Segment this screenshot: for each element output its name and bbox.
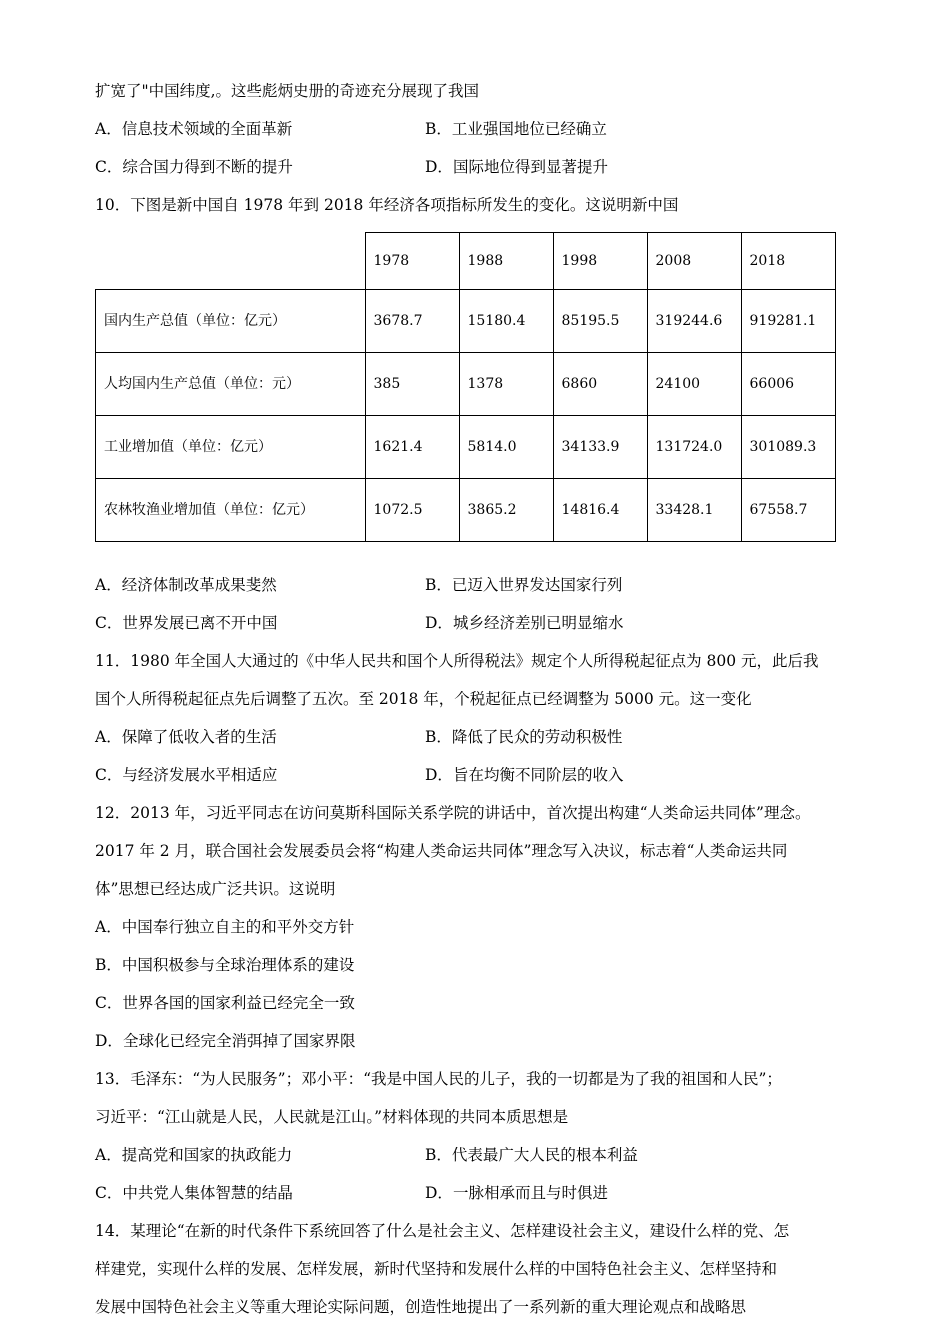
- option-c: [95, 604, 425, 642]
- option-b: [425, 1136, 855, 1174]
- table-cell: 3865.2: [459, 479, 553, 542]
- question-12-stem-line3: 体”思想已经达成广泛共识。这说明: [95, 880, 336, 898]
- question-10-stem: [95, 186, 855, 224]
- option-key: D．: [425, 158, 453, 176]
- option-key: B．: [425, 728, 452, 746]
- intro-line: 扩宽了"中国纬度,。这些彪炳史册的奇迹充分展现了我国: [95, 82, 480, 100]
- option-key: D．: [95, 1032, 123, 1050]
- option-b: [425, 718, 855, 756]
- option-text: 中共党人集体智慧的结晶: [122, 1184, 293, 1202]
- q10-options-row-1: [95, 566, 855, 604]
- table-row-label: 工业增加值（单位：亿元）: [96, 416, 366, 479]
- question-11-stem-line2: 国个人所得税起征点先后调整了五次。至 2018 年，个税起征点已经调整为 5000 元。这一变化: [95, 690, 752, 708]
- option-c: [95, 1174, 425, 1212]
- option-key: B．: [425, 120, 452, 138]
- option-a: [95, 566, 425, 604]
- question-text: 下图是新中国自 1978 年到 2018 年经济各项指标所发生的变化。这说明新中国: [130, 196, 679, 214]
- question-number: 13．: [95, 1070, 131, 1088]
- table-corner-cell: [96, 233, 366, 290]
- question-number: 12．: [95, 804, 131, 822]
- table-cell: 34133.9: [553, 416, 647, 479]
- option-key: A．: [95, 1146, 122, 1164]
- option-d: [425, 148, 855, 186]
- table-cell: 66006: [741, 353, 835, 416]
- table-row-label: 人均国内生产总值（单位：元）: [96, 353, 366, 416]
- option-b: [425, 110, 855, 148]
- option-text: 综合国力得到不断的提升: [122, 158, 293, 176]
- q12-option-a: [95, 908, 855, 946]
- question-number: 11．: [95, 652, 131, 670]
- option-text: 与经济发展水平相适应: [122, 766, 278, 784]
- option-key: A．: [95, 120, 122, 138]
- q13-options-row-2: [95, 1174, 855, 1212]
- question-text: 2013 年，习近平同志在访问莫斯科国际关系学院的讲话中，首次提出构建“人类命运共同体”理念。: [130, 804, 811, 822]
- option-key: D．: [425, 766, 453, 784]
- option-text: 信息技术领域的全面革新: [121, 120, 293, 138]
- option-text: 中国积极参与全球治理体系的建设: [121, 956, 355, 974]
- question-12-stem-line2: 2017 年 2 月，联合国社会发展委员会将“构建人类命运共同体”理念写入决议，标志着“人类命运共同: [95, 842, 788, 860]
- table-col-header: 2018: [741, 233, 835, 290]
- option-text: 提高党和国家的执政能力: [121, 1146, 293, 1164]
- option-key: D．: [425, 1184, 453, 1202]
- option-key: C．: [95, 766, 123, 784]
- option-c: [95, 756, 425, 794]
- option-a: [95, 110, 425, 148]
- table-cell: 1621.4: [365, 416, 459, 479]
- option-key: C．: [95, 614, 123, 632]
- option-key: B．: [425, 576, 452, 594]
- option-text: 一脉相承而且与时俱进: [452, 1184, 608, 1202]
- table-cell: 15180.4: [459, 290, 553, 353]
- option-d: [425, 604, 855, 642]
- q11-options-row-1: [95, 718, 855, 756]
- table-cell: 301089.3: [741, 416, 835, 479]
- question-12-stem-line1: [95, 794, 855, 832]
- option-key: A．: [95, 918, 122, 936]
- option-text: 经济体制改革成果斐然: [121, 576, 277, 594]
- option-a: [95, 1136, 425, 1174]
- table-cell: 5814.0: [459, 416, 553, 479]
- option-d: [425, 1174, 855, 1212]
- q12-option-d: [95, 1022, 855, 1060]
- option-text: 降低了民众的劳动积极性: [451, 728, 623, 746]
- option-text: 世界各国的国家利益已经完全一致: [122, 994, 355, 1012]
- table-cell: 85195.5: [553, 290, 647, 353]
- option-key: B．: [425, 1146, 452, 1164]
- question-14-stem-line2: 样建党，实现什么样的发展、怎样发展，新时代坚持和发展什么样的中国特色社会主义、怎样坚持和: [95, 1260, 778, 1278]
- table-header-row: [96, 233, 836, 290]
- option-text: 全球化已经完全消弭掉了国家界限: [122, 1032, 356, 1050]
- question-text: 1980 年全国人大通过的《中华人民共和国个人所得税法》规定个人所得税起征点为 800 元，此后我: [130, 652, 819, 670]
- table-cell: 6860: [553, 353, 647, 416]
- option-key: C．: [95, 994, 123, 1012]
- table-cell: 131724.0: [647, 416, 741, 479]
- option-key: C．: [95, 158, 123, 176]
- option-text: 保障了低收入者的生活: [121, 728, 277, 746]
- question-text: 某理论“在新的时代条件下系统回答了什么是社会主义、怎样建设社会主义，建设什么样的党、怎: [130, 1222, 790, 1240]
- table-col-header: 2008: [647, 233, 741, 290]
- question-13-stem-line2: 习近平：“江山就是人民，人民就是江山。”材料体现的共同本质思想是: [95, 1108, 569, 1126]
- table-row: [96, 416, 836, 479]
- table-row: [96, 290, 836, 353]
- question-14-stem-line1: [95, 1212, 855, 1250]
- question-number: 14．: [95, 1222, 131, 1240]
- option-key: D．: [425, 614, 453, 632]
- q12-option-c: [95, 984, 855, 1022]
- option-c: [95, 148, 425, 186]
- question-number: 10．: [95, 196, 131, 214]
- option-key: A．: [95, 728, 122, 746]
- q13-options-row-1: [95, 1136, 855, 1174]
- table-cell: 33428.1: [647, 479, 741, 542]
- table-cell: 14816.4: [553, 479, 647, 542]
- q12-option-b: [95, 946, 855, 984]
- q11-options-row-2: [95, 756, 855, 794]
- economic-indicators-table: [95, 232, 855, 542]
- option-text: 城乡经济差别已明显缩水: [452, 614, 624, 632]
- table-col-header: 1988: [459, 233, 553, 290]
- option-text: 中国奉行独立自主的和平外交方针: [121, 918, 355, 936]
- table-cell: 3678.7: [365, 290, 459, 353]
- option-b: [425, 566, 855, 604]
- table-cell: 919281.1: [741, 290, 835, 353]
- option-text: 代表最广大人民的根本利益: [451, 1146, 638, 1164]
- table-col-header: 1998: [553, 233, 647, 290]
- option-key: A．: [95, 576, 122, 594]
- table-col-header: 1978: [365, 233, 459, 290]
- q9-options-row-1: [95, 110, 855, 148]
- table-row-label: 国内生产总值（单位：亿元）: [96, 290, 366, 353]
- q9-options-row-2: [95, 148, 855, 186]
- table-row: [96, 479, 836, 542]
- table-cell: 319244.6: [647, 290, 741, 353]
- option-text: 旨在均衡不同阶层的收入: [452, 766, 624, 784]
- option-key: B．: [95, 956, 122, 974]
- table-cell: 1072.5: [365, 479, 459, 542]
- option-key: C．: [95, 1184, 123, 1202]
- question-14-stem-line3: 发展中国特色社会主义等重大理论实际问题，创造性地提出了一系列新的重大理论观点和战略思: [95, 1298, 747, 1316]
- table-cell: 67558.7: [741, 479, 835, 542]
- option-text: 国际地位得到显著提升: [452, 158, 608, 176]
- question-11-stem-line1: [95, 642, 855, 680]
- q10-options-row-2: [95, 604, 855, 642]
- question-13-stem-line1: [95, 1060, 855, 1098]
- option-text: 已迈入世界发达国家行列: [451, 576, 623, 594]
- question-text: 毛泽东：“为人民服务”；邓小平：“我是中国人民的儿子，我的一切都是为了我的祖国和人民”；: [130, 1070, 782, 1088]
- table-cell: 385: [365, 353, 459, 416]
- option-text: 工业强国地位已经确立: [451, 120, 607, 138]
- table-cell: 24100: [647, 353, 741, 416]
- option-a: [95, 718, 425, 756]
- table-row: [96, 353, 836, 416]
- table-cell: 1378: [459, 353, 553, 416]
- option-d: [425, 756, 855, 794]
- table-row-label: 农林牧渔业增加值（单位：亿元）: [96, 479, 366, 542]
- option-text: 世界发展已离不开中国: [122, 614, 278, 632]
